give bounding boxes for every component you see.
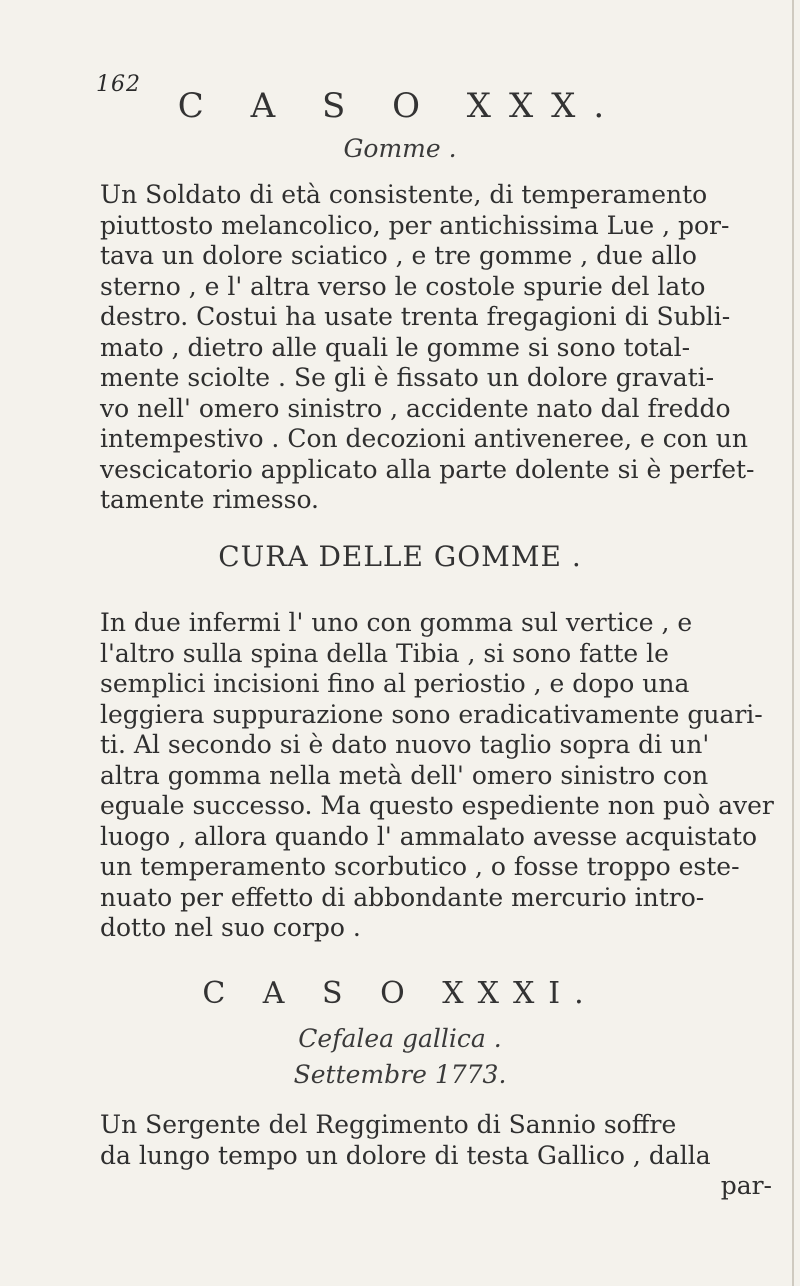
text-line: l'altro sulla spina della Tibia , si sono fatte le: [100, 638, 669, 668]
text-line: altra gomma nella metà dell' omero sinistro con: [100, 760, 709, 790]
text-line: da lungo tempo un dolore di testa Gallico , dalla: [100, 1140, 711, 1170]
catchword: par-: [720, 1171, 772, 1200]
text-line: dotto nel suo corpo .: [100, 913, 361, 942]
text-line: mente sciolte . Se gli è fissato un dolore gravati-: [100, 363, 715, 392]
text-line: In due infermi l' uno con gomma sul vertice , e: [100, 608, 693, 637]
text-line: tava un dolore sciatico , e tre gomme , due allo: [100, 241, 697, 270]
text-line: sterno , e l' altra verso le costole spurie del lato: [100, 271, 706, 301]
text-line: destro. Costui ha usate trenta fregagioni di Subli-: [100, 302, 731, 331]
page-edge: [792, 0, 794, 1286]
case-xxxi-heading: C A S O XXXI.: [202, 976, 598, 1011]
text-line: intempestivo . Con decozioni antiveneree, e con un: [100, 424, 749, 453]
cura-body: [100, 608, 772, 944]
case-xxxi-date: Settembre 1773.: [293, 1060, 507, 1089]
text-line: eguale successo. Ma questo espediente non può aver: [100, 791, 774, 820]
case-xxx-body: [100, 180, 772, 516]
text-line: un temperamento scorbutico , o fosse troppo este-: [100, 852, 740, 881]
text-line: mato , dietro alle quali le gomme si sono total-: [100, 332, 691, 362]
text-line: Un Sergente del Reggimento di Sannio soffre: [100, 1110, 677, 1139]
text-line: luogo , allora quando l' ammalato avesse acquistato: [100, 821, 757, 851]
text-line: vescicatorio applicato alla parte dolente si è perfet-: [100, 454, 755, 484]
case-xxxi-body: [100, 1110, 772, 1202]
text-line: nuato per effetto di abbondante mercurio intro-: [100, 882, 705, 912]
text-line: vo nell' omero sinistro , accidente nato dal freddo: [100, 393, 731, 423]
page-number: 162: [96, 72, 141, 97]
text-line: Un Soldato di età consistente, di temperamento: [100, 180, 708, 209]
cura-title: CURA DELLE GOMME .: [218, 540, 582, 573]
text-line: tamente rimesso.: [100, 485, 320, 514]
text-line: leggiera suppurazione sono eradicativamente guari-: [100, 699, 763, 729]
case-xxx-heading: C A S O XXX.: [177, 86, 623, 126]
text-line: ti. Al secondo si è dato nuovo taglio sopra di un': [100, 730, 710, 759]
case-xxxi-subtitle: Cefalea gallica .: [298, 1024, 502, 1053]
text-line: piuttosto melancolico, per antichissima Lue , por-: [100, 210, 730, 240]
text-line: semplici incisioni fino al periostio , e dopo una: [100, 669, 690, 698]
case-xxx-subtitle: Gomme .: [343, 134, 457, 163]
